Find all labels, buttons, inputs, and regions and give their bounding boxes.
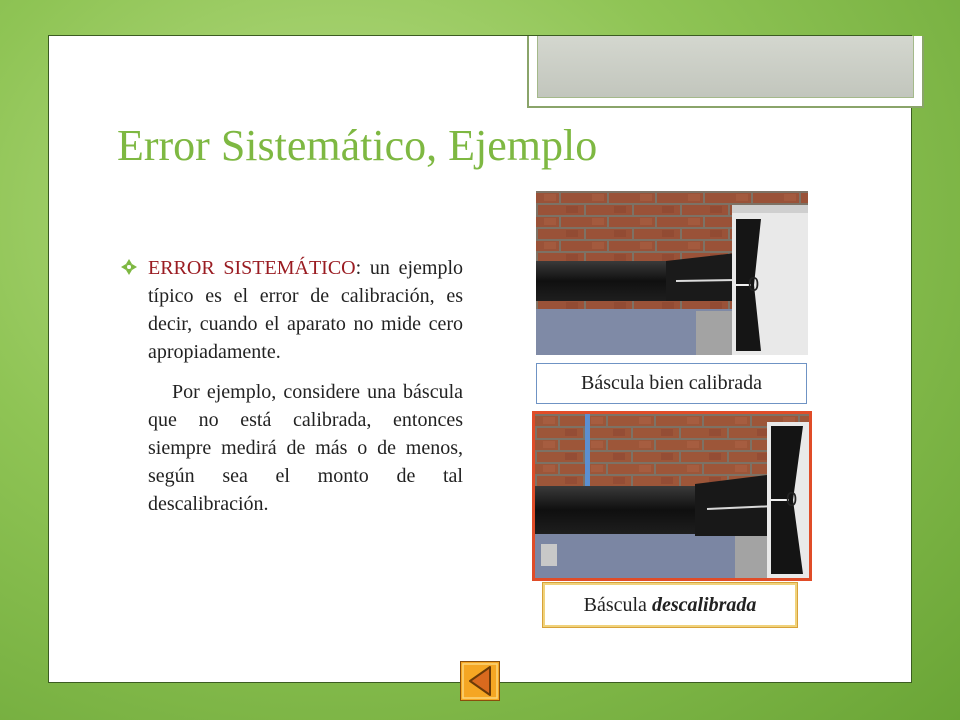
bullet-term: ERROR SISTEMÁTICO xyxy=(148,257,356,279)
miscalibrated-caption-emphasis: descalibrada xyxy=(651,594,757,616)
miscalibrated-caption xyxy=(542,582,798,628)
scale-readout-top: 0 xyxy=(748,274,760,296)
calibrated-scale-photo xyxy=(536,191,808,355)
slide-title: Error Sistemático, Ejemplo xyxy=(117,121,598,170)
miscalibrated-scale-photo xyxy=(532,411,812,581)
miscalibrated-caption-prefix: Báscula xyxy=(583,594,652,616)
corner-decoration xyxy=(527,36,924,108)
bullet-paragraph xyxy=(148,254,463,366)
corner-decoration-inner xyxy=(537,36,914,98)
bullet-text: : un ejemplo típico es el error de calibración, es decir, cuando el aparato no mide cero apropiadamente. xyxy=(148,257,463,363)
example-paragraph: Por ejemplo, considere una báscula que no está calibrada, entonces siempre medirá de más o de menos, según sea el monto de tal descalibración. xyxy=(148,381,463,515)
scale-readout-bottom: 0 xyxy=(786,489,798,511)
calibrated-caption: Báscula bien calibrada xyxy=(536,363,807,404)
triangle-back-icon xyxy=(460,661,500,701)
back-nav-button[interactable] xyxy=(460,661,500,701)
diamond-bullet-icon xyxy=(121,259,137,275)
body-text xyxy=(148,254,463,518)
